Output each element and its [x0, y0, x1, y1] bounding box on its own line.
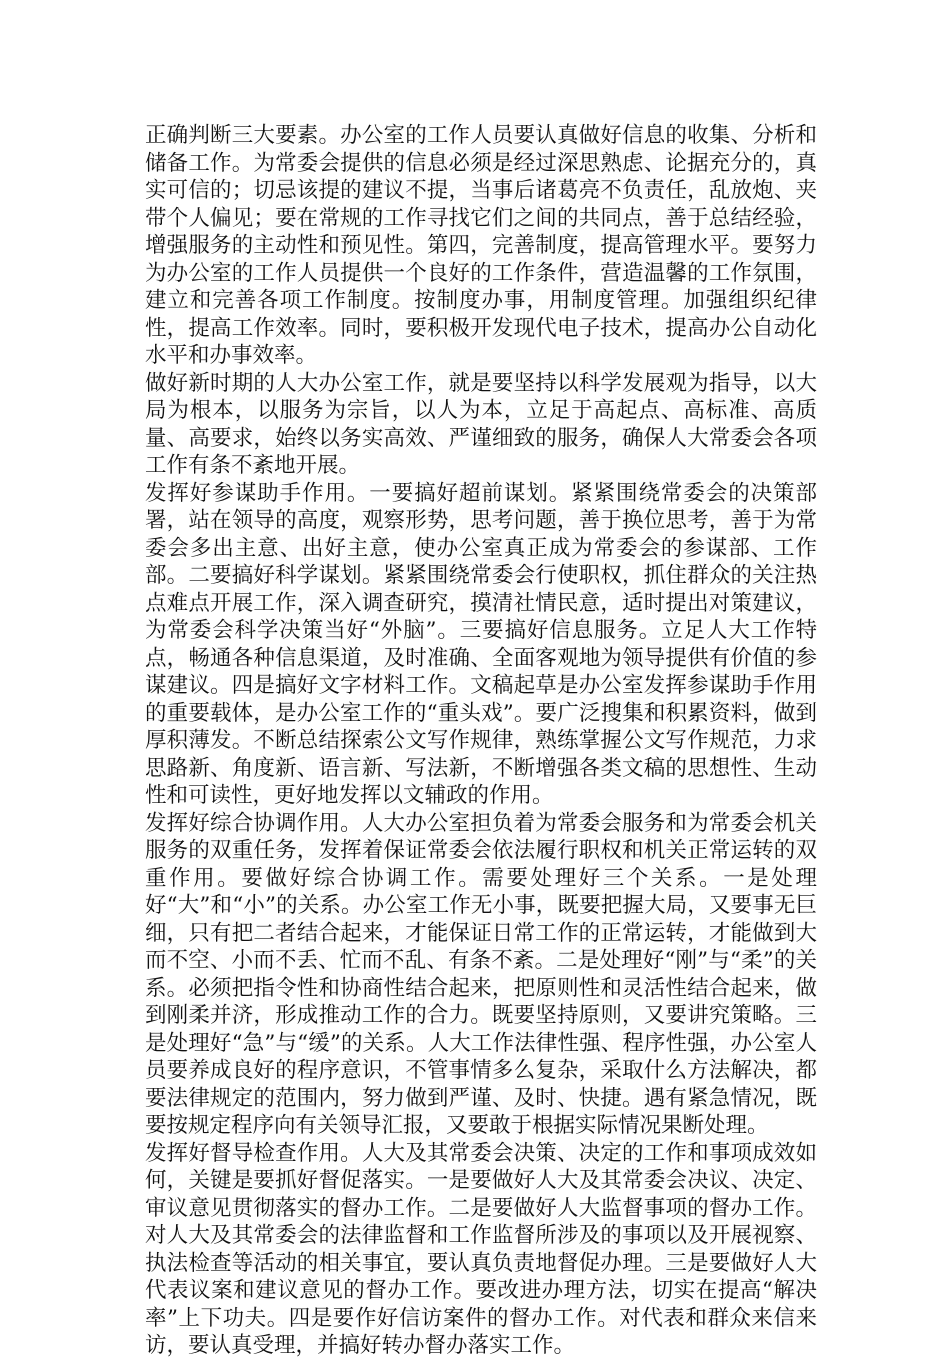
document-body	[145, 122, 817, 1360]
paragraph-1: 正确判断三大要素。办公室的工作人员要认真做好信息的收集、分析和储备工作。为常委会提供的信息必须是经过深思熟虑、论据充分的，真实可信的；切忌该提的建议不提，当事后诸葛亮不负责任，乱放炮、夹带个人偏见；要在常规的工作寻找它们之间的共同点，善于总结经验，增强服务的主动性和预见性。第四，完善制度，提高管理水平。要努力为办公室的工作人员提供一个良好的工作条件，营造温馨的工作氛围，建立和完善各项工作制度。按制度办事，用制度管理。加强组织纪律性，提高工作效率。同时，要积极开发现代电子技术，提高办公自动化水平和办事效率。	[145, 123, 817, 368]
paragraph-2: 做好新时期的人大办公室工作，就是要坚持以科学发展观为指导，以大局为根本，以服务为宗旨，以人为本，立足于高起点、高标准、高质量、高要求，始终以务实高效、严谨细致的服务，确保人大常委会各项工作有条不紊地开展。	[145, 370, 817, 478]
paragraph-5: 发挥好督导检查作用。人大及其常委会决策、决定的工作和事项成效如何，关键是要抓好督促落实。一是要做好人大及其常委会决议、决定、审议意见贯彻落实的督办工作。二是要做好人大监督事项的督办工作。对人大及其常委会的法律监督和工作监督所涉及的事项以及开展视察、执法检查等活动的相关事宜，要认真负责地督促办理。三是要做好人大代表议案和建议意见的督办工作。要改进办理方法，切实在提高“解决率”上下功夫。四是要作好信访案件的督办工作。对代表和群众来信来访，要认真受理，并搞好转办督办落实工作。	[145, 1140, 817, 1358]
paragraph-4: 发挥好综合协调作用。人大办公室担负着为常委会服务和为常委会机关服务的双重任务，发挥着保证常委会依法履行职权和机关正常运转的双重作用。要做好综合协调工作。需要处理好三个关系。一是处理好“大”和“小”的关系。办公室工作无小事，既要把握大局，又要事无巨细，只有把二者结合起来，才能保证日常工作的正常运转，才能做到大而不空、小而不丢、忙而不乱、有条不紊。二是处理好“刚”与“柔”的关系。必须把指令性和协商性结合起来，把原则性和灵活性结合起来，做到刚柔并济，形成推动工作的合力。既要坚持原则，又要讲究策略。三是处理好“急”与“缓”的关系。人大工作法律性强、程序性强，办公室人员要养成良好的程序意识，不管事情多么复杂，采取什么方法解决，都要法律规定的范围内，努力做到严谨、及时、快捷。遇有紧急情况，既要按规定程序向有关领导汇报，又要敢于根据实际情况果断处理。	[145, 810, 817, 1138]
paragraph-3: 发挥好参谋助手作用。一要搞好超前谋划。紧紧围绕常委会的决策部署，站在领导的高度，观察形势，思考问题，善于换位思考，善于为常委会多出主意、出好主意，使办公室真正成为常委会的参谋部、工作部。二要搞好科学谋划。紧紧围绕常委会行使职权，抓住群众的关注热点难点开展工作，深入调查研究，摸清社情民意，适时提出对策建议，为常委会科学决策当好“外脑”。三要搞好信息服务。立足人大工作特点，畅通各种信息渠道，及时准确、全面客观地为领导提供有价值的参谋建议。四是搞好文字材料工作。文稿起草是办公室发挥参谋助手作用的重要载体，是办公室工作的“重头戏”。要广泛搜集和积累资料，做到厚积薄发。不断总结探索公文写作规律，熟练掌握公文写作规范，力求思路新、角度新、语言新、写法新，不断增强各类文稿的思想性、生动性和可读性，更好地发挥以文辅政的作用。	[145, 480, 817, 808]
